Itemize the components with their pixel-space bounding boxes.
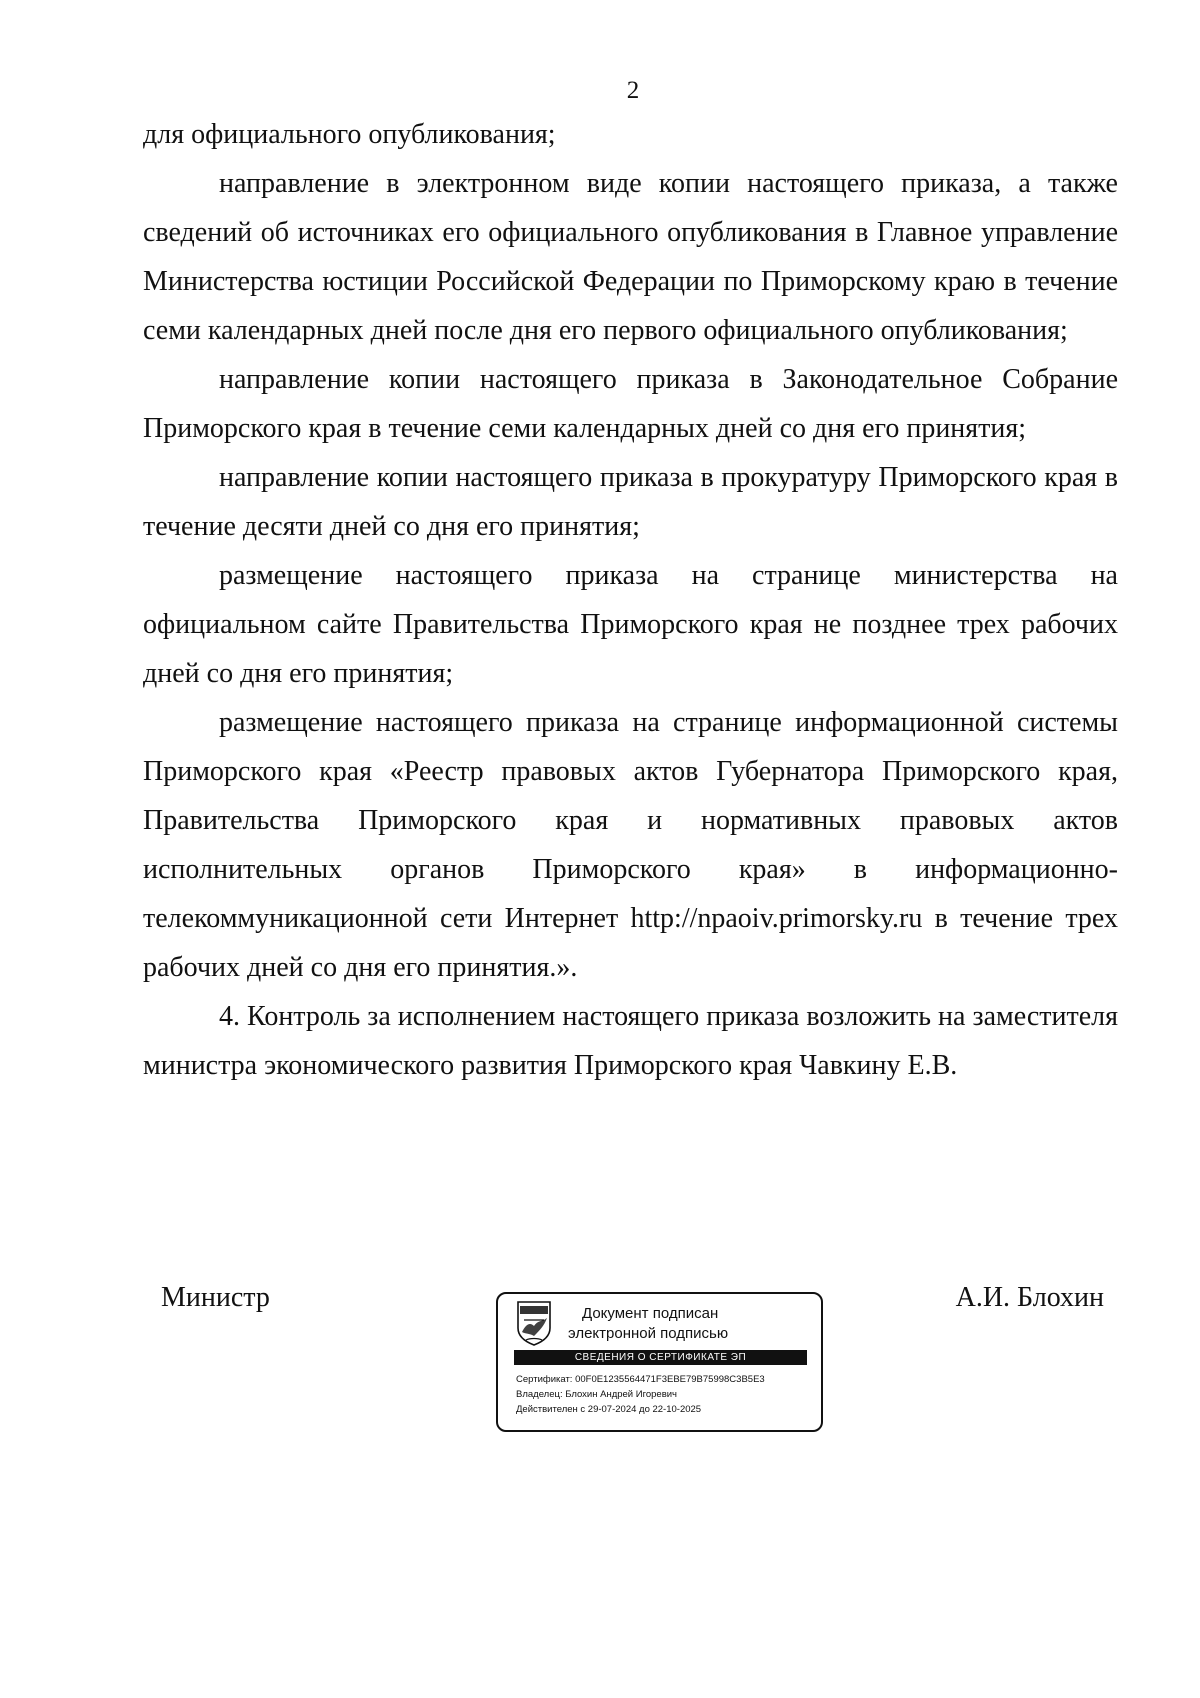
signature-block: [0, 1278, 1200, 1438]
paragraph-prosecutor: направление копии настоящего приказа в прокуратуру Приморского края в течение десяти дней со дня его принятия;: [143, 462, 1118, 542]
paragraph-government-site: размещение настоящего приказа на странице министерства на официальном сайте Правительства Приморского края не позднее трех рабочих дней со дня его принятия;: [143, 560, 1118, 689]
signatory-name: А.И. Блохин: [955, 1282, 1104, 1313]
primorsky-coat-of-arms-icon: [514, 1300, 554, 1346]
stamp-line-2: электронной подписью: [568, 1325, 729, 1342]
paragraph-ministry-of-justice: направление в электронном виде копии настоящего приказа, а также сведений об источниках его официального опубликования в Главное управление Министерства юстиции Российской Федерации по Приморскому краю в течение семи календарных дней после дня его первого официального опубликования;: [143, 168, 1118, 346]
page-number: 2: [626, 77, 640, 104]
certificate-owner: Владелец: Блохин Андрей Игоревич: [516, 1389, 677, 1400]
certificate-validity: Действителен с 29-07-2024 до 22-10-2025: [516, 1404, 702, 1415]
paragraph-control: 4. Контроль за исполнением настоящего приказа возложить на заместителя министра экономического развития Приморского края Чавкину Е.В.: [143, 1001, 1118, 1081]
paragraph-registry: размещение настоящего приказа на странице информационной системы Приморского края «Реестр правовых актов Губернатора Приморского края, Правительства Приморского края и нормативных правовых актов исполнительных органов Приморского края» в информационно-телекоммуникационной сети Интернет http://npaoiv.primorsky.ru в течение трех рабочих дней со дня его принятия.».: [143, 707, 1118, 983]
certificate-info-bar: СВЕДЕНИЯ О СЕРТИФИКАТЕ ЭП: [514, 1350, 807, 1365]
paragraph-legislative-assembly: направление копии настоящего приказа в Законодательное Собрание Приморского края в течение семи календарных дней со дня его принятия;: [143, 364, 1118, 444]
paragraph-continuation: для официального опубликования;: [143, 119, 556, 150]
stamp-header: [568, 1304, 728, 1344]
certificate-details: [516, 1372, 765, 1417]
certificate-number: Сертификат: 00F0E1235564471F3EBE79B75998C3B5E3: [516, 1374, 765, 1385]
stamp-line-1: Документ подписан: [582, 1305, 719, 1322]
document-body: [143, 110, 1118, 1090]
electronic-signature-stamp: [496, 1292, 823, 1432]
signatory-title: Министр: [161, 1282, 270, 1313]
